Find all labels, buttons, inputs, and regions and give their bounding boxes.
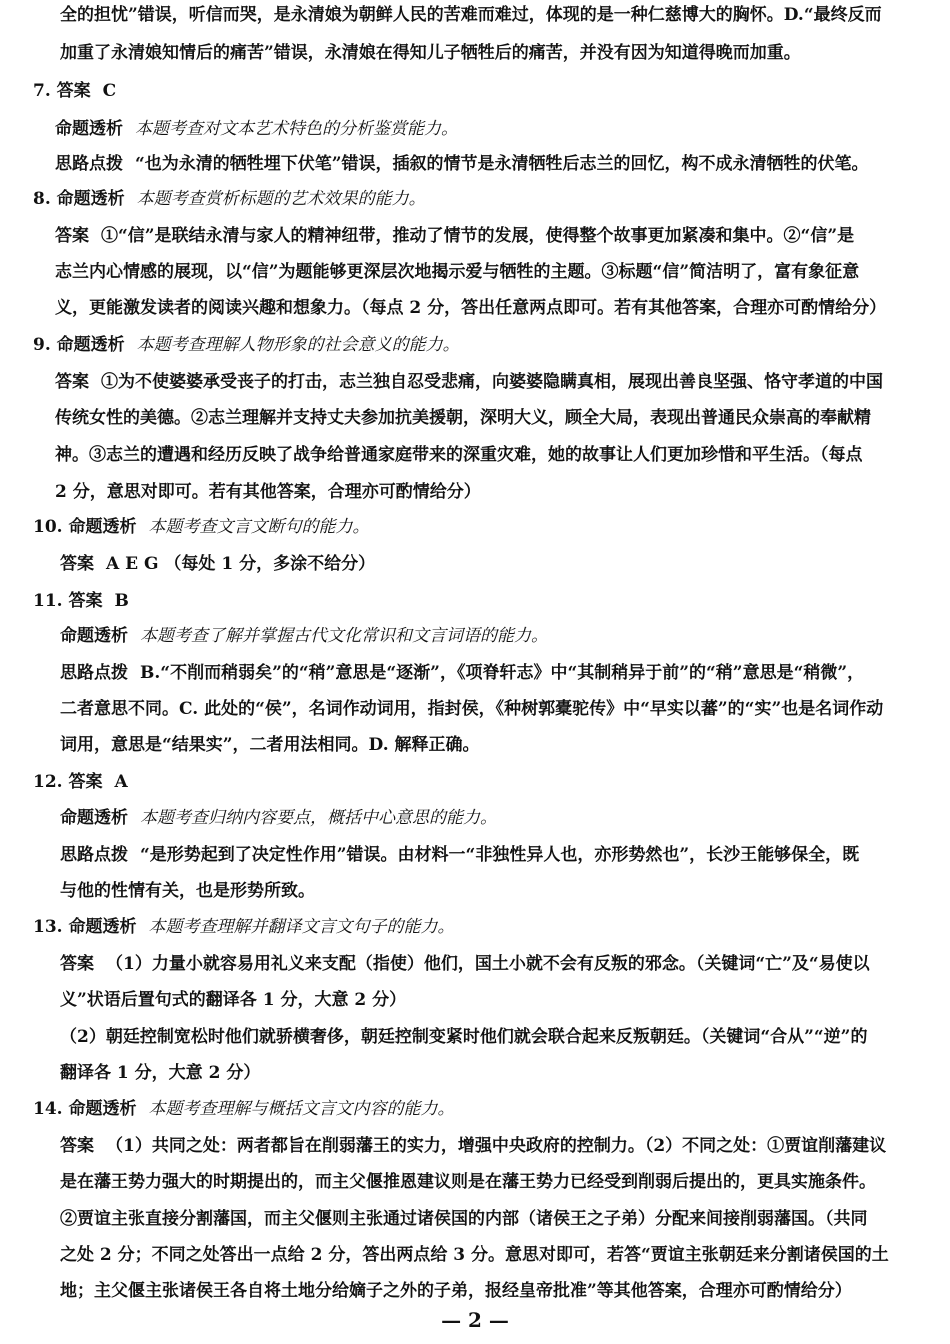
- section-label: 命题透析: [60, 808, 128, 828]
- line-text: 加重了永清娘知情后的痛苦”错误，永清娘在得知儿子牺牲后的痛苦，并没有因为知道得晚而加重。: [60, 43, 801, 63]
- line-text: B: [114, 591, 129, 611]
- line-text: 神。③志兰的遭遇和经历反映了战争给普通家庭带来的深重灾难，她的故事让人们更加珍惜和平生活。（每点: [55, 445, 863, 465]
- text-line: [60, 4, 930, 26]
- line-text: 义”状语后置句式的翻译各 1 分，大意 2 分）: [60, 990, 407, 1010]
- text-line: [55, 225, 930, 247]
- line-text: （1）共同之处：两者都旨在削弱藩王的实力，增强中央政府的控制力。（2）不同之处：①贾谊削藩建议: [106, 1136, 887, 1156]
- section-label: 7. 答案: [33, 81, 91, 101]
- section-label: 命题透析: [55, 119, 123, 139]
- line-text: 本题考查对文本艺术特色的分析鉴赏能力。: [135, 119, 458, 139]
- text-line: [55, 481, 930, 503]
- line-text: 本题考查文言文断句的能力。: [148, 517, 370, 537]
- text-line: [33, 80, 930, 102]
- text-line: [60, 953, 930, 975]
- text-line: [55, 118, 930, 140]
- line-text: 本题考查归纳内容要点，概括中心意思的能力。: [140, 808, 497, 828]
- section-label: 8. 命题透析: [33, 189, 125, 209]
- text-line: [60, 1171, 930, 1193]
- line-text: 本题考查了解并掌握古代文化常识和文言词语的能力。: [140, 626, 548, 646]
- line-text: B.“不削而稍弱矣”的“稍”意思是“逐渐”，《项脊轩志》中“其制稍异于前”的“稍”意思是“稍微”，: [140, 663, 865, 683]
- line-text: “也为永清的牺牲埋下伏笔”错误，插叙的情节是永清牺牲后志兰的回忆，构不成永清牺牲的伏笔。: [135, 154, 869, 174]
- text-line: [60, 844, 930, 866]
- line-text: 本题考查理解与概括文言文内容的能力。: [148, 1099, 455, 1119]
- text-line: [60, 625, 930, 647]
- line-text: A: [114, 772, 128, 792]
- section-label: 12. 答案: [33, 772, 103, 792]
- text-line: [60, 1062, 930, 1084]
- text-line: [33, 916, 930, 938]
- text-line: [33, 1098, 930, 1120]
- section-label: 14. 命题透析: [33, 1099, 137, 1119]
- text-line: [60, 1208, 930, 1230]
- text-line: [33, 188, 930, 210]
- section-label: 答案: [60, 954, 94, 974]
- text-line: [60, 989, 930, 1011]
- section-label: 命题透析: [60, 626, 128, 646]
- text-line: [33, 771, 930, 793]
- text-line: [60, 1135, 930, 1157]
- section-label: 答案: [60, 554, 94, 574]
- text-line: [60, 1280, 930, 1302]
- text-line: [33, 516, 930, 538]
- text-line: [33, 590, 930, 612]
- text-line: [33, 334, 930, 356]
- page-number: — 2 —: [441, 1308, 509, 1332]
- line-text: 2 分，意思对即可。若有其他答案，合理亦可酌情给分）: [55, 482, 481, 502]
- text-line: [60, 553, 930, 575]
- line-text: 本题考查理解人物形象的社会意义的能力。: [136, 335, 460, 355]
- section-label: 13. 命题透析: [33, 917, 137, 937]
- line-text: 传统女性的美德。②志兰理解并支持丈夫参加抗美援朝，深明大义，顾全大局，表现出普通民众崇高的奉献精: [55, 408, 871, 428]
- text-line: [60, 734, 930, 756]
- line-text: 志兰内心情感的展现，以“信”为题能够更深层次地揭示爱与牺牲的主题。③标题“信”简洁明了，富有象征意: [55, 262, 860, 282]
- line-text: 全的担忧”错误，听信而哭，是永清娘为朝鲜人民的苦难而难过，体现的是一种仁慈博大的胸怀。D.“最终反而: [60, 5, 882, 25]
- section-label: 思路点拨: [55, 154, 123, 174]
- section-label: 答案: [55, 372, 89, 392]
- text-line: [60, 1026, 930, 1048]
- line-text: （2）朝廷控制宽松时他们就骄横奢侈，朝廷控制变紧时他们就会联合起来反叛朝廷。（关键词“合从”“逆”的: [60, 1027, 868, 1047]
- line-text: 本题考查赏析标题的艺术效果的能力。: [136, 189, 426, 209]
- section-label: 11. 答案: [33, 591, 103, 611]
- text-line: [60, 807, 930, 829]
- text-line: [55, 153, 930, 175]
- line-text: ②贾谊主张直接分割藩国，而主父偃则主张通过诸侯国的内部（诸侯王之子弟）分配来间接削弱藩国。（共同: [60, 1209, 868, 1229]
- line-text: 义，更能激发读者的阅读兴趣和想象力。（每点 2 分，答出任意两点即可。若有其他答案，合理亦可酌情给分）: [55, 298, 887, 318]
- line-text: 与他的性情有关，也是形势所致。: [60, 881, 315, 901]
- line-text: 地；主父偃主张诸侯王各自将土地分给嫡子之外的子弟，报经皇帝批准”等其他答案，合理亦可酌情给分）: [60, 1281, 852, 1301]
- line-text: 翻译各 1 分，大意 2 分）: [60, 1063, 261, 1083]
- text-line: [55, 261, 930, 283]
- line-text: C: [102, 81, 117, 101]
- text-line: [60, 1244, 930, 1266]
- text-line: [55, 444, 930, 466]
- text-line: [60, 880, 930, 902]
- line-text: 词用，意思是“结果实”，二者用法相同。D. 解释正确。: [60, 735, 480, 755]
- section-label: 10. 命题透析: [33, 517, 137, 537]
- line-text: 之处 2 分；不同之处答出一点给 2 分，答出两点给 3 分。意思对即可，若答“贾谊主张朝廷来分割诸侯国的土: [60, 1245, 889, 1265]
- text-line: [55, 407, 930, 429]
- line-text: ①“信”是联结永清与家人的精神纽带，推动了情节的发展，使得整个故事更加紧凑和集中。②“信”是: [101, 226, 855, 246]
- text-line: [60, 42, 930, 64]
- line-text: （1）力量小就容易用礼义来支配（指使）他们，国土小就不会有反叛的邪念。（关键词“亡”及“易使以: [106, 954, 870, 974]
- line-text: 二者意思不同。C. 此处的“侯”，名词作动词用，指封侯，《种树郭橐驼传》中“早实以蕃”的“实”也是名词作动: [60, 699, 884, 719]
- text-line: [55, 371, 930, 393]
- section-label: 答案: [60, 1136, 94, 1156]
- text-line: [55, 297, 930, 319]
- line-text: “是形势起到了决定性作用”错误。由材料一“非独性异人也，亦形势然也”，长沙王能够保全，既: [140, 845, 860, 865]
- line-text: 是在藩王势力强大的时期提出的，而主父偃推恩建议则是在藩王势力已经受到削弱后提出的，更具实施条件。: [60, 1172, 876, 1192]
- section-label: 9. 命题透析: [33, 335, 125, 355]
- line-text: ①为不使婆婆承受丧子的打击，志兰独自忍受悲痛，向婆婆隐瞒真相，展现出善良坚强、恪守孝道的中国: [101, 372, 883, 392]
- section-label: 思路点拨: [60, 845, 128, 865]
- line-text: 本题考查理解并翻译文言文句子的能力。: [148, 917, 455, 937]
- text-line: [60, 698, 930, 720]
- text-line: [60, 662, 930, 684]
- section-label: 思路点拨: [60, 663, 128, 683]
- line-text: A E G （每处 1 分，多涂不给分）: [106, 554, 376, 574]
- section-label: 答案: [55, 226, 89, 246]
